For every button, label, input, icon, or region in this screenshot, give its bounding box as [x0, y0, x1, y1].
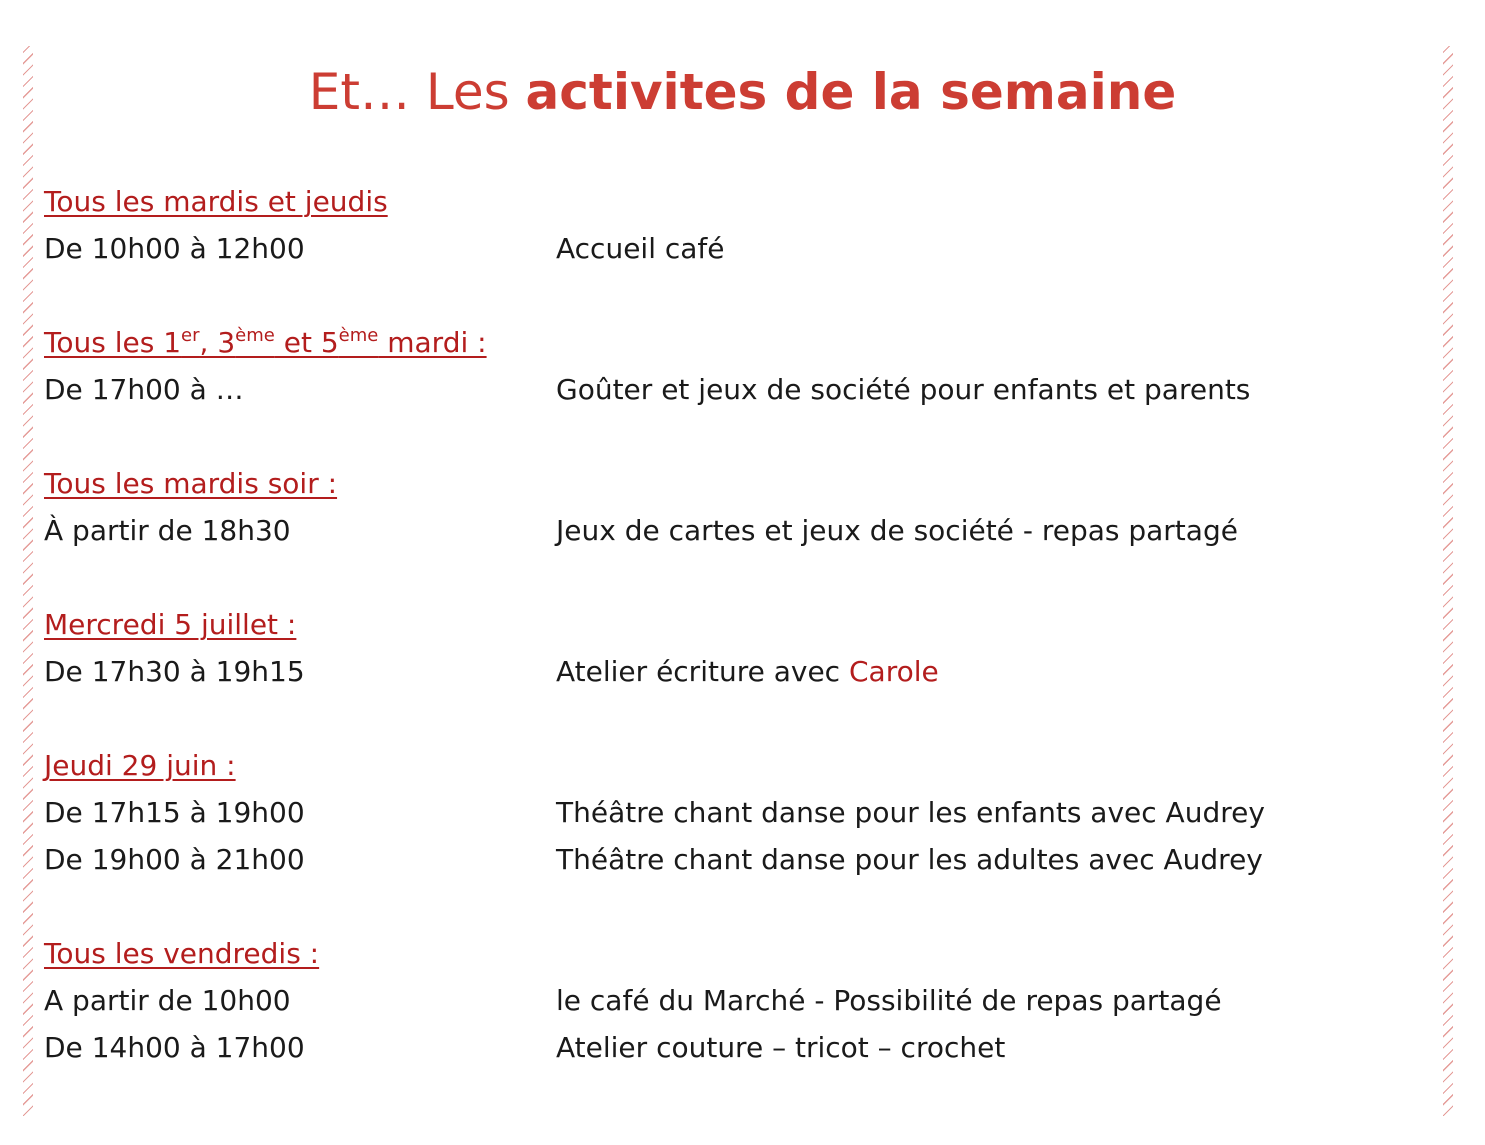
section-heading-text: Tous les mardis et jeudis	[44, 185, 388, 218]
row-time: De 14h00 à 17h00	[44, 1031, 305, 1064]
section-heading	[44, 930, 1434, 977]
schedule-row	[44, 1024, 1434, 1071]
page-title	[0, 60, 1485, 124]
row-activity: Accueil café	[556, 232, 725, 265]
section-mardis-soir	[44, 460, 1434, 554]
heading-part: mardi :	[378, 326, 487, 359]
heading-part: Tous les 1	[44, 326, 182, 359]
row-activity: le café du Marché - Possibilité de repas partagé	[556, 984, 1222, 1017]
title-bold: activites de la semaine	[525, 63, 1177, 121]
heading-sup: ème	[235, 325, 275, 346]
row-time: De 19h00 à 21h00	[44, 843, 305, 876]
row-activity	[556, 648, 939, 695]
schedule-row	[44, 225, 1434, 272]
section-heading	[44, 742, 1434, 789]
title-prefix: Et… Les	[308, 63, 526, 121]
decorative-border-right	[1443, 46, 1453, 1116]
schedule-row	[44, 507, 1434, 554]
section-heading	[44, 319, 1434, 366]
section-heading-text: Tous les vendredis :	[44, 937, 320, 970]
schedule	[44, 178, 1434, 1118]
schedule-row	[44, 366, 1434, 413]
schedule-row	[44, 977, 1434, 1024]
row-activity: Goûter et jeux de société pour enfants et parents	[556, 373, 1251, 406]
heading-sup: ème	[338, 325, 379, 346]
row-time: À partir de 18h30	[44, 514, 291, 547]
row-activity: Jeux de cartes et jeux de société - repas partagé	[556, 514, 1238, 547]
row-activity-name: Carole	[848, 655, 939, 688]
section-heading	[44, 601, 1434, 648]
row-time: De 17h30 à 19h15	[44, 655, 305, 688]
heading-sup: er	[181, 325, 200, 346]
decorative-border-left	[23, 46, 33, 1116]
row-activity-text: Atelier écriture avec	[556, 655, 849, 688]
row-activity: Théâtre chant danse pour les adultes avec Audrey	[556, 843, 1263, 876]
section-heading	[44, 460, 1434, 507]
section-heading-text	[44, 326, 487, 359]
row-time: A partir de 10h00	[44, 984, 291, 1017]
section-heading-text: Tous les mardis soir :	[44, 467, 338, 500]
schedule-row	[44, 789, 1434, 836]
section-vendredis	[44, 930, 1434, 1071]
heading-part: , 3	[199, 326, 236, 359]
section-mardis-jeudis	[44, 178, 1434, 272]
section-mercredi	[44, 601, 1434, 695]
schedule-row	[44, 836, 1434, 883]
section-jeudi	[44, 742, 1434, 883]
section-heading-text: Jeudi 29 juin :	[44, 749, 236, 782]
section-heading	[44, 178, 1434, 225]
row-time: De 17h00 à …	[44, 373, 244, 406]
section-mardi-1-3-5	[44, 319, 1434, 413]
section-heading-text: Mercredi 5 juillet :	[44, 608, 297, 641]
schedule-row	[44, 648, 1434, 695]
row-activity: Théâtre chant danse pour les enfants avec Audrey	[556, 796, 1265, 829]
row-time: De 17h15 à 19h00	[44, 796, 305, 829]
heading-part: et 5	[274, 326, 339, 359]
row-time: De 10h00 à 12h00	[44, 232, 305, 265]
row-activity: Atelier couture – tricot – crochet	[556, 1031, 1006, 1064]
